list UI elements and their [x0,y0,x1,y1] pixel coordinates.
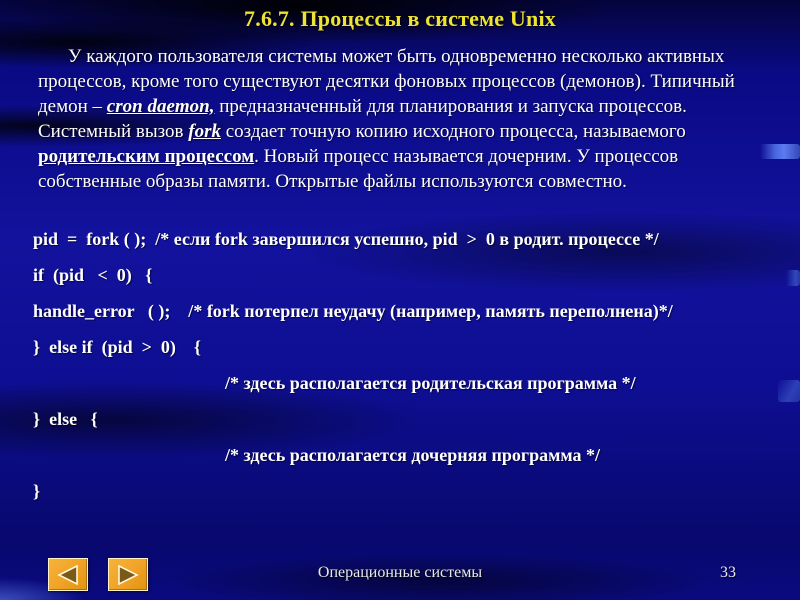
paragraph-segment: У каждого пользователя системы может быть одновременно несколько активных процессов, кроме того существуют десятки фоновых процессов (демонов). Типичный демон – [38,46,735,117]
code-line: if (pid < 0) { [33,265,153,285]
paragraph-segment: fork [188,121,221,142]
intro-paragraph [38,44,764,194]
paragraph-segment: предназначенный для планирования и запуска процессов. Системный вызов [38,96,687,142]
paragraph-segment: cron daemon, [106,96,215,117]
footer-label: Операционные системы [317,564,483,581]
code-line: /* здесь располагается родительская программа */ [225,373,636,393]
paragraph-segment: родительским процессом [38,146,255,167]
code-line: } [33,481,41,501]
background-light-streak [786,270,800,286]
code-line: /* здесь располагается дочерняя программа */ [225,445,601,465]
code-line: } else if (pid > 0) { [33,337,201,357]
code-line: handle_error ( ); /* fork потерпел неудачу (например, память переполнена)*/ [33,301,673,321]
page-title: 7.6.7. Процессы в системе Unix [244,6,556,31]
code-line: } else { [33,409,98,429]
paragraph-segment: . Новый процесс называется дочерним. У процессов собственные образы памяти. Открытые файлы используются совместно. [38,146,679,192]
code-block [33,221,778,509]
code-line: pid = fork ( ); /* если fork завершился успешно, pid > 0 в родит. процессе */ [33,229,659,249]
background-light-streak [760,144,800,159]
page-number: 33 [720,564,736,581]
background-light-streak [778,380,800,402]
paragraph-segment: создает точную копию исходного процесса, называемого [220,121,686,142]
